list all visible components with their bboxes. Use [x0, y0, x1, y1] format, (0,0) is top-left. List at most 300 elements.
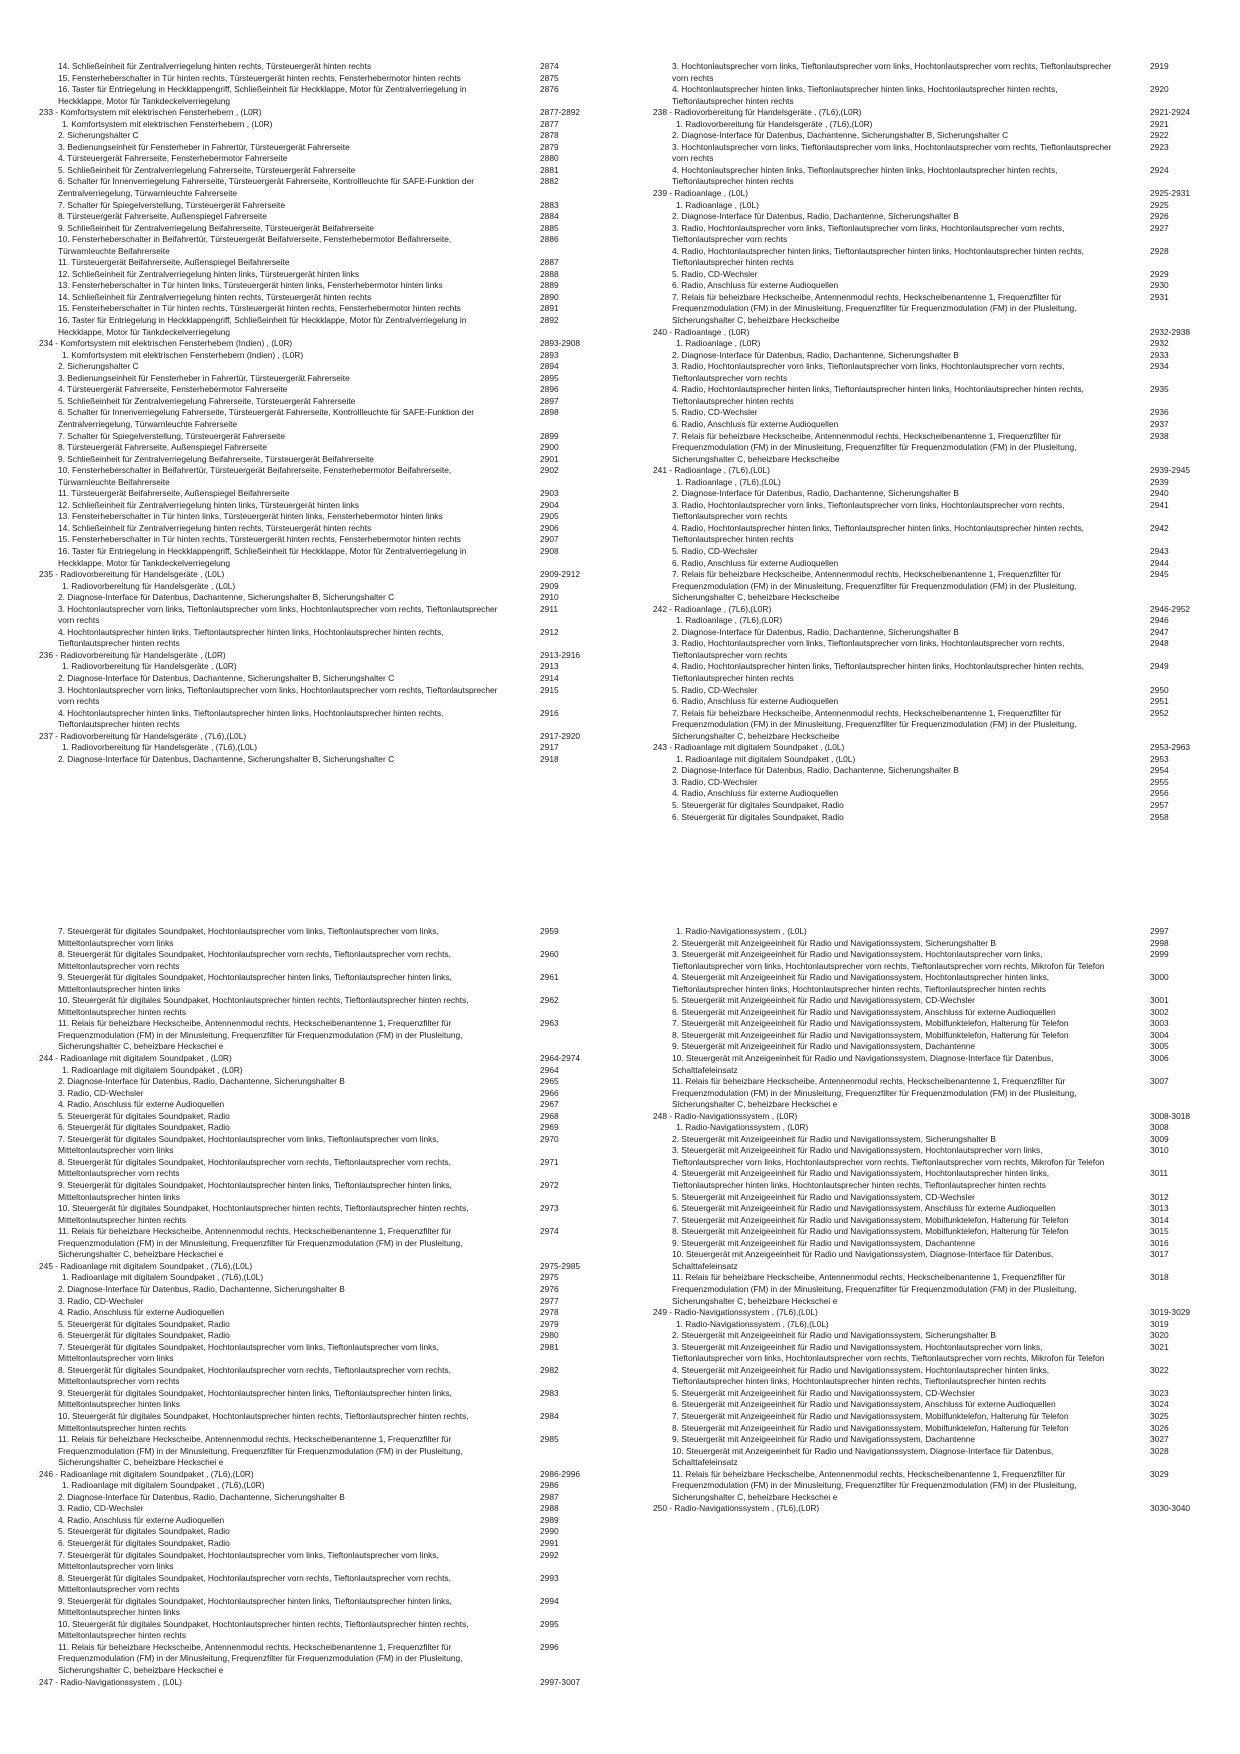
toc-entry[interactable] — [58, 661, 588, 673]
toc-entry[interactable] — [672, 488, 1202, 500]
toc-entry[interactable] — [58, 84, 588, 107]
toc-entry[interactable] — [672, 361, 1202, 384]
toc-page-number: 2917-2920 — [540, 730, 581, 741]
toc-entry-title: 16. Taster für Entriegelung in Heckklappengriff, Schließeinheit für Heckklappe, Motor für Zentralverriegelung in Heckklappe, Motor für Tankdeckelverriegelung — [58, 545, 467, 568]
toc-entry[interactable] — [672, 1018, 1202, 1030]
toc-entry[interactable] — [58, 1284, 588, 1296]
toc-page-number: 2905 — [540, 511, 559, 522]
toc-entry[interactable] — [672, 350, 1202, 362]
toc-entry[interactable] — [58, 1550, 588, 1573]
toc-page-number: 2895 — [540, 372, 559, 383]
toc-section-heading[interactable] — [39, 107, 588, 119]
toc-entry-title: 7. Relais für beheizbare Heckscheibe, Antennenmodul rechts, Heckscheibenantenne 1, Frequenzfilter für Frequenzmodulation (FM) in der Minusleitung, Frequenzfilter für Frequenzmodulation (FM) in der Plusleitung, Sicherungshalter C, beheizbare Heckscheibe — [672, 430, 1077, 464]
toc-entry[interactable] — [58, 500, 588, 512]
toc-entry[interactable] — [58, 130, 588, 142]
toc-entry[interactable] — [58, 1619, 588, 1642]
toc-entry[interactable] — [672, 1399, 1202, 1411]
toc-entry[interactable] — [58, 511, 588, 523]
toc-entry[interactable] — [58, 1272, 588, 1284]
toc-entry[interactable] — [58, 708, 588, 731]
toc-page-number: 2954 — [1150, 765, 1169, 776]
toc-entry[interactable] — [58, 1388, 588, 1411]
toc-section-heading[interactable] — [653, 107, 1202, 119]
toc-section-heading[interactable] — [39, 1676, 588, 1689]
toc-entry-title: 8. Steuergerät mit Anzeigeeinheit für Radio und Navigationssystem, Mobilfunktelefon, Halterung für Telefon — [672, 1422, 1069, 1433]
toc-page-number: 2910 — [540, 592, 559, 603]
toc-page-number: 3019 — [1150, 1318, 1169, 1329]
toc-entry[interactable] — [58, 119, 588, 131]
toc-entry[interactable] — [672, 1272, 1202, 1307]
toc-entry[interactable] — [58, 211, 588, 223]
toc-entry[interactable] — [672, 1388, 1202, 1400]
toc-page-number: 2878 — [540, 130, 559, 141]
toc-entry[interactable] — [58, 384, 588, 396]
toc-section-heading[interactable] — [653, 465, 1202, 477]
toc-entry[interactable] — [672, 419, 1202, 431]
toc-entry-title: 3. Bedienungseinheit für Fensterheber in Fahrertür, Türsteuergerät Fahrerseite — [58, 141, 350, 152]
toc-page-number: 2913 — [540, 661, 559, 672]
toc-entry[interactable] — [672, 477, 1202, 489]
toc-entry[interactable] — [58, 1503, 588, 1515]
toc-page-number: 2960 — [540, 949, 559, 960]
toc-entry[interactable] — [58, 165, 588, 177]
toc-page-number: 2922 — [1150, 130, 1169, 141]
toc-entry[interactable] — [58, 1157, 588, 1180]
toc-entry-title: 9. Steuergerät mit Anzeigeeinheit für Radio und Navigationssystem, Dachantenne — [672, 1434, 976, 1445]
toc-entry-title: 1. Radioanlage , (7L6),(L0L) — [676, 476, 781, 487]
toc-entry[interactable] — [58, 396, 588, 408]
toc-entry[interactable] — [58, 627, 588, 650]
toc-entry[interactable] — [672, 84, 1202, 107]
toc-entry[interactable] — [58, 604, 588, 627]
toc-entry[interactable] — [58, 361, 588, 373]
toc-section-heading[interactable] — [39, 649, 588, 662]
toc-entry[interactable] — [672, 754, 1202, 766]
toc-entry-title: 3. Steuergerät mit Anzeigeeinheit für Radio und Navigationssystem, Hochtonlautsprecher vorn links, Tieftonlautsprecher vorn links, Hochtonlautsprecher vorn rechts, Tieftonlautsprecher vorn rechts, Mikrofon für Telefon — [672, 949, 1105, 971]
toc-entry[interactable] — [58, 142, 588, 154]
toc-page-number: 3024 — [1150, 1399, 1169, 1410]
toc-entry-title: 5. Radio, CD-Wechsler — [672, 684, 758, 695]
toc-entry-title: 1. Radioanlage , (L0L) — [676, 199, 759, 210]
toc-page-number: 2955 — [1150, 776, 1169, 787]
toc-entry[interactable] — [58, 949, 588, 972]
toc-entry-title: 6. Radio, Anschluss für externe Audioquellen — [672, 280, 839, 291]
toc-entry[interactable] — [58, 1296, 588, 1308]
toc-entry[interactable] — [58, 350, 588, 362]
toc-page-number: 2936 — [1150, 407, 1169, 418]
toc-entry-title: 11. Türsteuergerät Beifahrerseite, Außenspiegel Beifahrerseite — [58, 488, 290, 499]
toc-section-heading[interactable] — [653, 326, 1202, 339]
toc-entry-title: 243 - Radioanlage mit digitalem Soundpaket , (L0L) — [653, 742, 845, 753]
toc-entry[interactable] — [672, 1330, 1202, 1342]
toc-page-number: 2935 — [1150, 384, 1169, 395]
toc-entry[interactable] — [672, 661, 1202, 684]
toc-entry-title: 7. Steuergerät für digitales Soundpaket, Hochtonlautsprecher vorn links, Tieftonlautsprecher vorn links, Mitteltonlautsprecher vorn links — [58, 926, 439, 948]
toc-entry[interactable] — [672, 1215, 1202, 1227]
toc-entry[interactable] — [58, 1180, 588, 1203]
toc-page-number: 2989 — [540, 1514, 559, 1525]
toc-entry-title: 7. Steuergerät mit Anzeigeeinheit für Radio und Navigationssystem, Mobilfunktelefon, Halterung für Telefon — [672, 1410, 1069, 1421]
toc-entry[interactable] — [672, 384, 1202, 407]
toc-page-number: 2874 — [540, 61, 559, 71]
toc-page-number: 3025 — [1150, 1410, 1169, 1421]
toc-entry[interactable] — [672, 615, 1202, 627]
toc-entry[interactable] — [58, 153, 588, 165]
toc-section-heading[interactable] — [39, 1468, 588, 1481]
toc-entry[interactable] — [58, 742, 588, 754]
toc-entry[interactable] — [672, 926, 1202, 938]
toc-entry[interactable] — [672, 1145, 1202, 1168]
toc-page-number: 2962 — [540, 995, 559, 1006]
toc-entry[interactable] — [58, 972, 588, 995]
toc-page-number: 2974 — [540, 1226, 559, 1237]
toc-page-number: 2923 — [1150, 141, 1169, 152]
toc-page-number: 2921 — [1150, 118, 1169, 129]
toc-entry[interactable] — [58, 995, 588, 1018]
toc-page-number: 2987 — [540, 1491, 559, 1502]
toc-page-number: 2964-2974 — [540, 1053, 581, 1064]
toc-entry-title: 15. Fensterheberschalter in Tür hinten rechts, Türsteuergerät hinten rechts, Fensterhebermotor hinten rechts — [58, 303, 461, 314]
toc-page-number: 3018 — [1150, 1272, 1169, 1283]
toc-page-number: 2909 — [540, 580, 559, 591]
toc-page-number: 2949 — [1150, 661, 1169, 672]
toc-entry[interactable] — [672, 972, 1202, 995]
toc-entry[interactable] — [58, 223, 588, 235]
toc-entry[interactable] — [58, 1480, 588, 1492]
toc-entry[interactable] — [672, 223, 1202, 246]
toc-entry[interactable] — [58, 534, 588, 546]
toc-page-number: 2967 — [540, 1099, 559, 1110]
toc-entry-title: 7. Relais für beheizbare Heckscheibe, Antennenmodul rechts, Heckscheibenantenne 1, Frequenzfilter für Frequenzmodulation (FM) in der Minusleitung, Frequenzfilter für Frequenzmodulation (FM) in der Plusleitung, Sicherungshalter C, beheizbare Heckscheibe — [672, 707, 1077, 741]
toc-entry-title: 3. Hochtonlautsprecher vorn links, Tieftonlautsprecher vorn links, Hochtonlautsprecher vorn rechts, Tieftonlautsprecher vorn rechts — [58, 603, 498, 626]
toc-entry[interactable] — [672, 1134, 1202, 1146]
toc-page-number: 3012 — [1150, 1191, 1169, 1202]
toc-entry[interactable] — [672, 246, 1202, 269]
toc-section-heading[interactable] — [653, 1110, 1202, 1123]
toc-entry[interactable] — [672, 200, 1202, 212]
toc-entry[interactable] — [672, 1411, 1202, 1423]
toc-entry-title: 9. Steuergerät mit Anzeigeeinheit für Radio und Navigationssystem, Dachantenne — [672, 1041, 976, 1052]
toc-page-number: 3006 — [1150, 1053, 1169, 1064]
toc-entry-title: 10. Steuergerät für digitales Soundpaket, Hochtonlautsprecher hinten rechts, Tieftonlautsprecher hinten rechts, Mitteltonlautsprecher hinten rechts — [58, 1618, 469, 1641]
toc-page-number: 3022 — [1150, 1364, 1169, 1375]
toc-entry[interactable] — [58, 1018, 588, 1053]
toc-entry-title: 3. Radio, Hochtonlautsprecher vorn links, Tieftonlautsprecher vorn links, Hochtonlautsprecher vorn rechts, Tieftonlautsprecher vorn rechts — [672, 638, 1065, 660]
toc-entry[interactable] — [672, 269, 1202, 281]
toc-entry[interactable] — [58, 673, 588, 685]
toc-entry[interactable] — [58, 1515, 588, 1527]
toc-entry[interactable] — [58, 269, 588, 281]
toc-entry-title: 242 - Radioanlage , (7L6),(L0R) — [653, 603, 772, 614]
toc-entry[interactable] — [672, 1423, 1202, 1435]
toc-entry[interactable] — [672, 500, 1202, 523]
toc-entry[interactable] — [58, 488, 588, 500]
toc-entry[interactable] — [672, 1192, 1202, 1204]
toc-page-number: 2896 — [540, 384, 559, 395]
toc-page-number: 2924 — [1150, 164, 1169, 175]
toc-entry[interactable] — [672, 685, 1202, 697]
toc-entry[interactable] — [58, 1226, 588, 1261]
toc-page-number: 2966 — [540, 1087, 559, 1098]
toc-entry-title: 2. Diagnose-Interface für Datenbus, Radio, Dachantenne, Sicherungshalter B — [58, 1283, 345, 1294]
toc-entry[interactable] — [58, 754, 588, 766]
toc-page-number: 2877 — [540, 118, 559, 129]
toc-entry-title: 9. Steuergerät für digitales Soundpaket, Hochtonlautsprecher hinten links, Tieftonlautsprecher hinten links, Mitteltonlautsprecher hinten links — [58, 1595, 452, 1618]
toc-page-number: 2931 — [1150, 291, 1169, 302]
toc-entry[interactable] — [58, 1065, 588, 1077]
toc-entry[interactable] — [672, 569, 1202, 604]
toc-entry[interactable] — [672, 1342, 1202, 1365]
toc-entry[interactable] — [672, 130, 1202, 142]
toc-page-number: 2927 — [1150, 222, 1169, 233]
toc-page-number: 2901 — [540, 453, 559, 464]
toc-section-heading[interactable] — [653, 1307, 1202, 1319]
toc-page-number: 2934 — [1150, 361, 1169, 372]
toc-entry[interactable] — [672, 1122, 1202, 1134]
toc-entry[interactable] — [58, 176, 588, 199]
toc-section-heading[interactable] — [653, 603, 1202, 616]
toc-entry[interactable] — [672, 61, 1202, 84]
toc-entry[interactable] — [672, 627, 1202, 639]
toc-page-number: 2914 — [540, 672, 559, 683]
toc-entry-title: 8. Türsteuergerät Fahrerseite, Außenspiegel Fahrerseite — [58, 442, 267, 453]
toc-entry-title: 8. Steuergerät für digitales Soundpaket, Hochtonlautsprecher vorn rechts, Tieftonlautsprecher vorn rechts, Mitteltonlautsprecher vorn rechts — [58, 1156, 451, 1179]
toc-entry[interactable] — [58, 1642, 588, 1677]
toc-entry[interactable] — [672, 142, 1202, 165]
toc-entry-title: 4. Hochtonlautsprecher hinten links, Tieftonlautsprecher hinten links, Hochtonlautsprecher hinten rechts, Tieftonlautsprecher hinten rechts — [58, 626, 444, 649]
toc-entry[interactable] — [672, 1168, 1202, 1191]
toc-entry-title: 1. Radioanlage , (L0R) — [676, 338, 761, 349]
toc-page-number: 2937 — [1150, 418, 1169, 429]
toc-entry[interactable] — [58, 1088, 588, 1100]
toc-entry-title: 9. Schließeinheit für Zentralverriegelung Beifahrerseite, Türsteuergerät Beifahrerseite — [58, 453, 374, 464]
toc-page-number: 2877-2892 — [540, 107, 581, 118]
toc-entry[interactable] — [58, 1526, 588, 1538]
toc-entry[interactable] — [58, 1134, 588, 1157]
toc-entry[interactable] — [58, 1492, 588, 1504]
toc-entry-title: 240 - Radioanlage , (L0R) — [653, 326, 750, 337]
toc-entry[interactable] — [58, 1076, 588, 1088]
toc-entry-title: 249 - Radio-Navigationssystem , (7L6),(L0L) — [653, 1307, 818, 1318]
toc-page-number: 2917 — [540, 742, 559, 753]
toc-entry-title: 6. Radio, Anschluss für externe Audioquellen — [672, 557, 839, 568]
toc-entry[interactable] — [672, 788, 1202, 800]
toc-entry-title: 16. Taster für Entriegelung in Heckklappengriff, Schließeinheit für Heckklappe, Motor für Zentralverriegelung in Heckklappe, Motor für Tankdeckelverriegelung — [58, 315, 467, 337]
toc-entry-title: 241 - Radioanlage , (7L6),(L0L) — [653, 465, 770, 476]
toc-page-number: 3010 — [1150, 1145, 1169, 1156]
toc-page-number: 2940 — [1150, 488, 1169, 499]
toc-entry-title: 7. Steuergerät mit Anzeigeeinheit für Radio und Navigationssystem, Mobilfunktelefon, Halterung für Telefon — [672, 1018, 1069, 1029]
toc-entry-title: 1. Radiovorbereitung für Handelsgeräte , (7L6),(L0L) — [62, 742, 258, 753]
toc-page-number: 2887 — [540, 257, 559, 268]
toc-entry-title: 3. Steuergerät mit Anzeigeeinheit für Radio und Navigationssystem, Hochtonlautsprecher vorn links, Tieftonlautsprecher vorn links, Hochtonlautsprecher vorn rechts, Tieftonlautsprecher vorn rechts, Mikrofon für Telefon — [672, 1341, 1105, 1364]
toc-entry[interactable] — [58, 1365, 588, 1388]
toc-page-number: 2945 — [1150, 569, 1169, 580]
toc-entry[interactable] — [672, 1030, 1202, 1042]
toc-entry-title: 2. Sicherungshalter C — [58, 130, 139, 141]
toc-page-number: 2950 — [1150, 684, 1169, 695]
toc-entry[interactable] — [672, 949, 1202, 972]
toc-entry[interactable] — [672, 1226, 1202, 1238]
toc-page-number: 2881 — [540, 164, 559, 175]
toc-entry-title: 239 - Radioanlage , (L0L) — [653, 188, 748, 199]
toc-entry[interactable] — [672, 558, 1202, 570]
toc-section-heading[interactable] — [653, 188, 1202, 200]
toc-entry[interactable] — [58, 1596, 588, 1619]
toc-entry[interactable] — [672, 938, 1202, 950]
toc-page-number: 2920 — [1150, 84, 1169, 95]
toc-entry[interactable] — [672, 1446, 1202, 1469]
toc-entry[interactable] — [58, 303, 588, 315]
toc-entry[interactable] — [672, 1469, 1202, 1504]
toc-section-heading[interactable] — [39, 338, 588, 350]
toc-entry-title: 8. Steuergerät für digitales Soundpaket, Hochtonlautsprecher vorn rechts, Tieftonlautsprecher vorn rechts, Mitteltonlautsprecher vorn rechts — [58, 1364, 451, 1387]
toc-section-heading[interactable] — [39, 1260, 588, 1273]
toc-entry-title: 15. Fensterheberschalter in Tür hinten rechts, Türsteuergerät hinten rechts, Fensterhebermotor hinten rechts — [58, 534, 461, 545]
toc-entry[interactable] — [672, 338, 1202, 350]
toc-entry[interactable] — [58, 234, 588, 257]
toc-page-number: 2965 — [540, 1076, 559, 1087]
toc-entry-title: 10. Steuergerät mit Anzeigeeinheit für Radio und Navigationssystem, Diagnose-Interface für Datenbus, Schalttafeleinsatz — [672, 1249, 1054, 1271]
toc-entry[interactable] — [58, 926, 588, 949]
toc-page-number: 3001 — [1150, 995, 1169, 1006]
toc-entry[interactable] — [58, 280, 588, 292]
toc-entry[interactable] — [672, 1434, 1202, 1446]
toc-section-heading[interactable] — [39, 730, 588, 743]
toc-entry[interactable] — [672, 708, 1202, 743]
toc-page-number: 2979 — [540, 1318, 559, 1329]
toc-entry[interactable] — [672, 995, 1202, 1007]
toc-section-heading[interactable] — [653, 742, 1202, 754]
toc-entry[interactable] — [58, 442, 588, 454]
toc-entry[interactable] — [672, 292, 1202, 327]
toc-entry[interactable] — [672, 1249, 1202, 1272]
toc-entry[interactable] — [58, 1122, 588, 1134]
toc-entry[interactable] — [672, 431, 1202, 466]
toc-page-number: 2992 — [540, 1549, 559, 1560]
toc-entry[interactable] — [672, 546, 1202, 558]
toc-entry-title: 13. Fensterheberschalter in Tür hinten links, Türsteuergerät hinten links, Fensterhebermotor hinten links — [58, 511, 443, 522]
toc-entry-title: 12. Schließeinheit für Zentralverriegelung hinten links, Türsteuergerät hinten links — [58, 499, 360, 510]
toc-entry[interactable] — [672, 407, 1202, 419]
toc-page-number: 2930 — [1150, 280, 1169, 291]
toc-entry[interactable] — [672, 1319, 1202, 1331]
toc-page-number: 2912 — [540, 626, 559, 637]
toc-entry[interactable] — [58, 465, 588, 488]
toc-entry-title: 10. Steuergerät für digitales Soundpaket, Hochtonlautsprecher hinten rechts, Tieftonlautsprecher hinten rechts, Mitteltonlautsprecher hinten rechts — [58, 1203, 469, 1225]
toc-page-number: 2995 — [540, 1618, 559, 1629]
toc-entry[interactable] — [58, 61, 588, 73]
toc-entry[interactable] — [672, 165, 1202, 188]
toc-entry[interactable] — [672, 765, 1202, 777]
toc-entry-title: 10. Steuergerät mit Anzeigeeinheit für Radio und Navigationssystem, Diagnose-Interface für Datenbus, Schalttafeleinsatz — [672, 1445, 1054, 1468]
toc-page-number: 3004 — [1150, 1029, 1169, 1040]
toc-entry[interactable] — [672, 1203, 1202, 1215]
toc-entry[interactable] — [672, 777, 1202, 789]
toc-entry[interactable] — [672, 211, 1202, 223]
toc-entry[interactable] — [58, 1434, 588, 1469]
toc-entry[interactable] — [58, 73, 588, 85]
toc-entry[interactable] — [58, 373, 588, 385]
toc-entry-title: 244 - Radioanlage mit digitalem Soundpaket , (L0R) — [39, 1053, 232, 1064]
toc-page-number: 2970 — [540, 1133, 559, 1144]
toc-page-number: 2908 — [540, 545, 559, 556]
toc-entry[interactable] — [672, 1238, 1202, 1250]
toc-entry[interactable] — [58, 1538, 588, 1550]
toc-entry[interactable] — [58, 581, 588, 593]
toc-page-number: 2983 — [540, 1387, 559, 1398]
toc-page-number: 3015 — [1150, 1226, 1169, 1237]
toc-entry[interactable] — [58, 592, 588, 604]
toc-entry[interactable] — [58, 431, 588, 443]
toc-entry-title: 247 - Radio-Navigationssystem , (L0L) — [39, 1676, 182, 1687]
toc-entry[interactable] — [58, 315, 588, 338]
toc-page-number: 2879 — [540, 141, 559, 152]
toc-entry[interactable] — [58, 1342, 588, 1365]
toc-entry-title: 4. Hochtonlautsprecher hinten links, Tieftonlautsprecher hinten links, Hochtonlautsprecher hinten rechts, Tieftonlautsprecher hinten rechts — [672, 164, 1058, 187]
toc-entry[interactable] — [672, 1053, 1202, 1076]
toc-entry[interactable] — [672, 1041, 1202, 1053]
toc-entry-title: 4. Radio, Hochtonlautsprecher hinten links, Tieftonlautsprecher hinten links, Hochtonlautsprecher hinten rechts, Tieftonlautsprecher hinten rechts — [672, 661, 1085, 683]
toc-section-heading[interactable] — [653, 1503, 1202, 1515]
toc-entry[interactable] — [672, 119, 1202, 131]
toc-entry[interactable] — [58, 200, 588, 212]
toc-page-number: 2982 — [540, 1364, 559, 1375]
toc-entry[interactable] — [58, 1573, 588, 1596]
toc-entry-title: 14. Schließeinheit für Zentralverriegelung hinten rechts, Türsteuergerät hinten rechts — [58, 291, 372, 302]
toc-entry[interactable] — [672, 800, 1202, 812]
toc-entry[interactable] — [672, 696, 1202, 708]
toc-entry[interactable] — [58, 1203, 588, 1226]
toc-entry[interactable] — [58, 523, 588, 535]
toc-entry[interactable] — [58, 257, 588, 269]
toc-entry[interactable] — [672, 280, 1202, 292]
toc-page-number: 3002 — [1150, 1006, 1169, 1017]
toc-entry[interactable] — [58, 407, 588, 430]
toc-page-number: 2902 — [540, 465, 559, 476]
toc-page-number: 2943 — [1150, 545, 1169, 556]
toc-entry[interactable] — [672, 1007, 1202, 1019]
toc-entry[interactable] — [58, 1111, 588, 1123]
toc-entry[interactable] — [58, 685, 588, 708]
toc-entry-title: 1. Komfortsystem mit elektrischen Fensterhebern (Indien) , (L0R) — [62, 349, 304, 360]
toc-entry[interactable] — [58, 292, 588, 304]
toc-entry[interactable] — [672, 638, 1202, 661]
toc-page-number: 2963 — [540, 1018, 559, 1029]
toc-entry[interactable] — [672, 812, 1202, 824]
toc-entry[interactable] — [672, 523, 1202, 546]
toc-entry-title: 11. Relais für beheizbare Heckscheibe, Antennenmodul rechts, Heckscheibenantenne 1, Frequenzfilter für Frequenzmodulation (FM) in der Minusleitung, Frequenzfilter für Frequenzmodulation (FM) in der Plusleitung, Sicherungshalter C, beheizbare Heckschei e — [672, 1272, 1077, 1306]
toc-entry[interactable] — [58, 546, 588, 569]
toc-entry[interactable] — [58, 1307, 588, 1319]
toc-entry[interactable] — [58, 454, 588, 466]
toc-page-number: 2971 — [540, 1156, 559, 1167]
toc-entry[interactable] — [672, 1365, 1202, 1388]
toc-page-number: 2978 — [540, 1307, 559, 1318]
toc-entry-title: 10. Fensterheberschalter in Beifahrertür, Türsteuergerät Beifahrerseite, Fensterhebermotor Beifahrerseite, Türwarnleuchte Beifahrerseite — [58, 465, 452, 487]
toc-entry-title: 11. Relais für beheizbare Heckscheibe, Antennenmodul rechts, Heckscheibenantenne 1, Frequenzfilter für Frequenzmodulation (FM) in der Minusleitung, Frequenzfilter für Frequenzmodulation (FM) in der Plusleitung, Sicherungshalter C, beheizbare Heckschei e — [672, 1468, 1077, 1502]
toc-entry[interactable] — [672, 1076, 1202, 1111]
toc-entry[interactable] — [58, 1099, 588, 1111]
toc-section-heading[interactable] — [39, 569, 588, 581]
toc-entry[interactable] — [58, 1411, 588, 1434]
toc-entry-title: 1. Radioanlage , (7L6),(L0R) — [676, 615, 783, 626]
toc-section-heading[interactable] — [39, 1053, 588, 1065]
toc-entry[interactable] — [58, 1330, 588, 1342]
toc-entry-title: 5. Steuergerät für digitales Soundpaket, Radio — [58, 1318, 230, 1329]
toc-page-number: 3013 — [1150, 1203, 1169, 1214]
toc-entry[interactable] — [58, 1319, 588, 1331]
